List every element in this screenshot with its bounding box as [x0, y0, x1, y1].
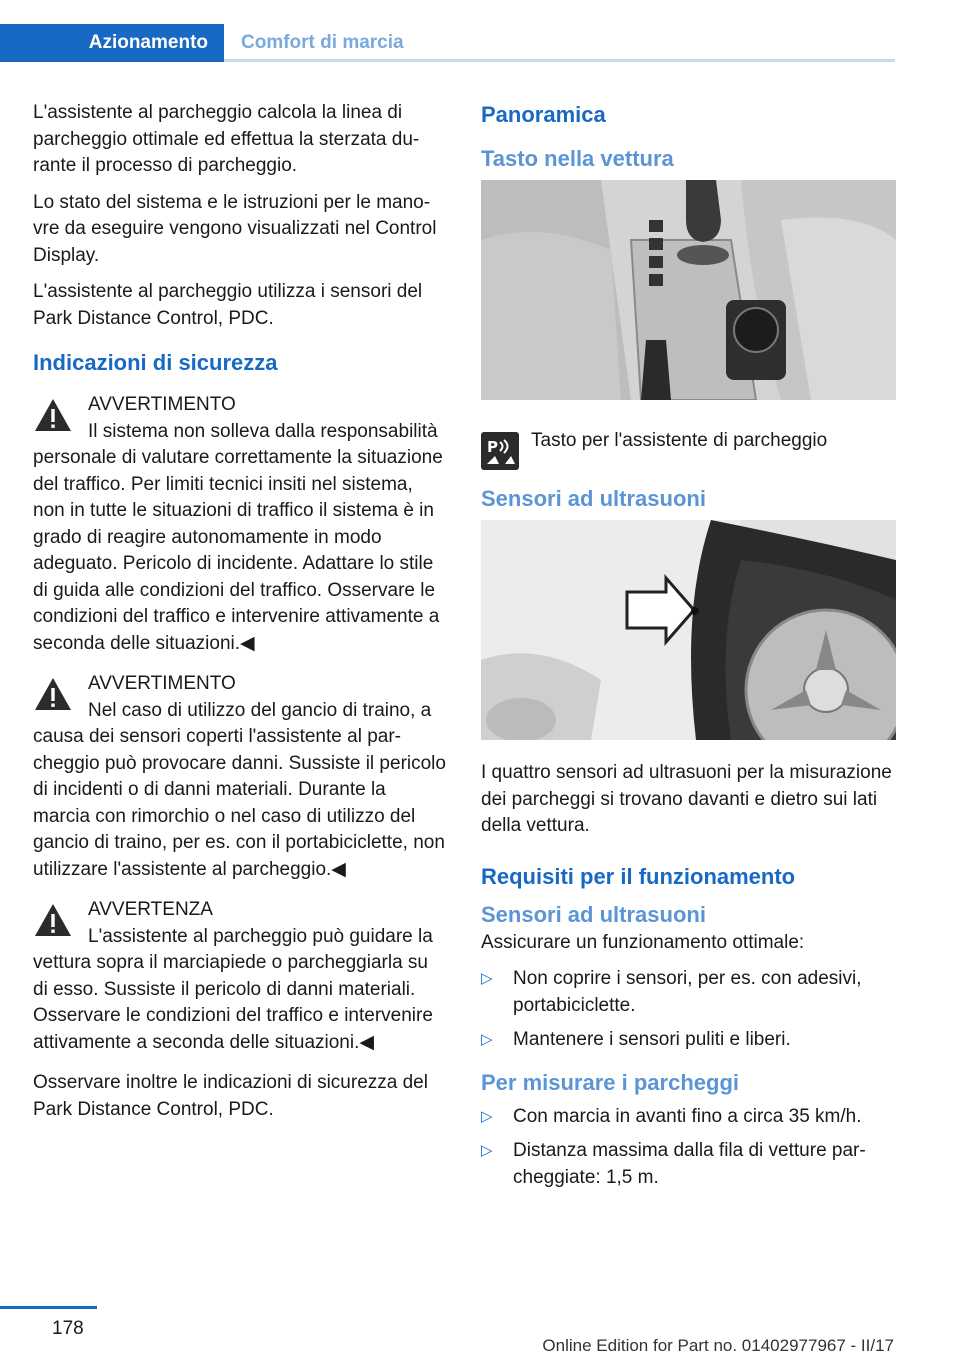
- sensor-location-photo: [481, 520, 896, 740]
- tab-comfort-di-marcia[interactable]: Comfort di marcia: [241, 32, 404, 53]
- chapter-tabbar: [0, 24, 895, 62]
- intro-paragraph-1: L'assistente al parcheggio calcola la linea di parcheggio ottimale ed effettua la sterzata durante il processo di parcheggio.: [33, 102, 420, 176]
- warning-text: L'assistente al parcheggio può guidare la vettura sopra il marciapiede o parcheggiarla su di esso. Sussiste il pericolo di danni materiali. Osservare le condizioni del traffico e intervenire attivamente a seconda delle situazioni.◀: [33, 925, 433, 1053]
- park-assist-button-icon: [481, 432, 519, 470]
- sensors-subheading: Sensori ad ultrasuoni: [481, 901, 706, 927]
- list-item: ▷ Non coprire i sensori, per es. con adesivi, portabiciclette.: [481, 968, 862, 1016]
- sensors-description: I quattro sensori ad ultrasuoni per la misurazione dei parcheggi si trovano davanti e dietro sui lati della vettura.: [481, 762, 892, 836]
- list-item: ▷ Distanza massima dalla fila di vetture parcheggiate: 1,5 m.: [481, 1140, 866, 1188]
- overview-heading: Panoramica: [481, 102, 606, 127]
- warning-triangle-icon: [33, 902, 73, 938]
- edition-note: Online Edition for Part no. 01402977967 - II/17: [542, 1336, 894, 1355]
- page-number: 178: [52, 1318, 84, 1339]
- svg-text:P: P: [487, 438, 498, 456]
- intro-paragraph-2: Lo stato del sistema e le istruzioni per le manovre da eseguire vengono visualizzati nel Control Display.: [33, 191, 437, 266]
- triangle-bullet-icon: ▷: [481, 1142, 493, 1159]
- warning-block-3: [33, 897, 448, 1056]
- triangle-bullet-icon: ▷: [481, 970, 493, 987]
- final-paragraph: Osservare inoltre le indicazioni di sicurezza del Park Distance Control, PDC.: [33, 1072, 428, 1120]
- warning-text: Il sistema non solleva dalla responsabilità personale di valutare correttamente la situazione del traffico. Per limiti tecnici insiti nel sistema, non in tutte le situazioni di traffico il sistema è in grado di reagire autonomamente in modo adeguato. Pericolo di incidente. Adattare lo stile di guida alle condizioni del traffico. Osservare le condizioni del traffico e intervenire attivamente a seconda delle situazioni.◀: [33, 420, 443, 654]
- center-console-photo: [481, 180, 896, 400]
- measure-conditions-list: [481, 1104, 896, 1192]
- sensors-heading: Sensori ad ultrasuoni: [481, 486, 706, 511]
- warning-block-1: [33, 392, 448, 657]
- warning-triangle-icon: [33, 676, 73, 712]
- warning-title: AVVERTENZA: [88, 899, 213, 920]
- warning-title: AVVERTIMENTO: [88, 673, 236, 694]
- triangle-bullet-icon: ▷: [481, 1107, 493, 1125]
- warning-triangle-icon: [33, 397, 73, 433]
- button-caption: Tasto per l'assistente di parcheggio: [531, 430, 828, 451]
- intro-paragraph-3: L'assistente al parcheggio utilizza i sensori del Park Distance Control, PDC.: [33, 281, 423, 329]
- right-column: [481, 100, 896, 1201]
- ensure-text: Assicurare un funzionamento ottimale:: [481, 931, 805, 953]
- tab-azionamento[interactable]: Azionamento: [0, 24, 224, 62]
- button-heading: Tasto nella vettura: [481, 146, 674, 171]
- requirements-heading: Requisiti per il funzionamento: [481, 863, 796, 889]
- button-legend: [481, 420, 896, 470]
- warning-text: Nel caso di utilizzo del gancio di traino, a causa dei sensori coperti l'assistente al parcheggio può provocare danni. Sussiste il pericolo di incidenti o di danni materiali. Durante la marcia con rimorchio o nel caso di utilizzo del gancio di traino, per es. con il portabiciclette, non utilizzare l'assistente al parcheggio.◀: [33, 699, 446, 880]
- footer-rule: [0, 1306, 97, 1309]
- safety-heading: Indicazioni di sicurezza: [33, 350, 278, 375]
- tab-underline: [224, 59, 895, 62]
- triangle-bullet-icon: ▷: [481, 1031, 493, 1048]
- list-item: ▷ Con marcia in avanti fino a circa 35 km/h.: [481, 1104, 896, 1131]
- sensor-care-list: [481, 966, 896, 1054]
- left-column: [33, 100, 448, 1133]
- list-item: ▷ Mantenere i sensori puliti e liberi.: [481, 1027, 896, 1054]
- warning-title: AVVERTIMENTO: [88, 394, 236, 415]
- warning-block-2: [33, 671, 448, 883]
- measure-heading: Per misurare i parcheggi: [481, 1069, 739, 1095]
